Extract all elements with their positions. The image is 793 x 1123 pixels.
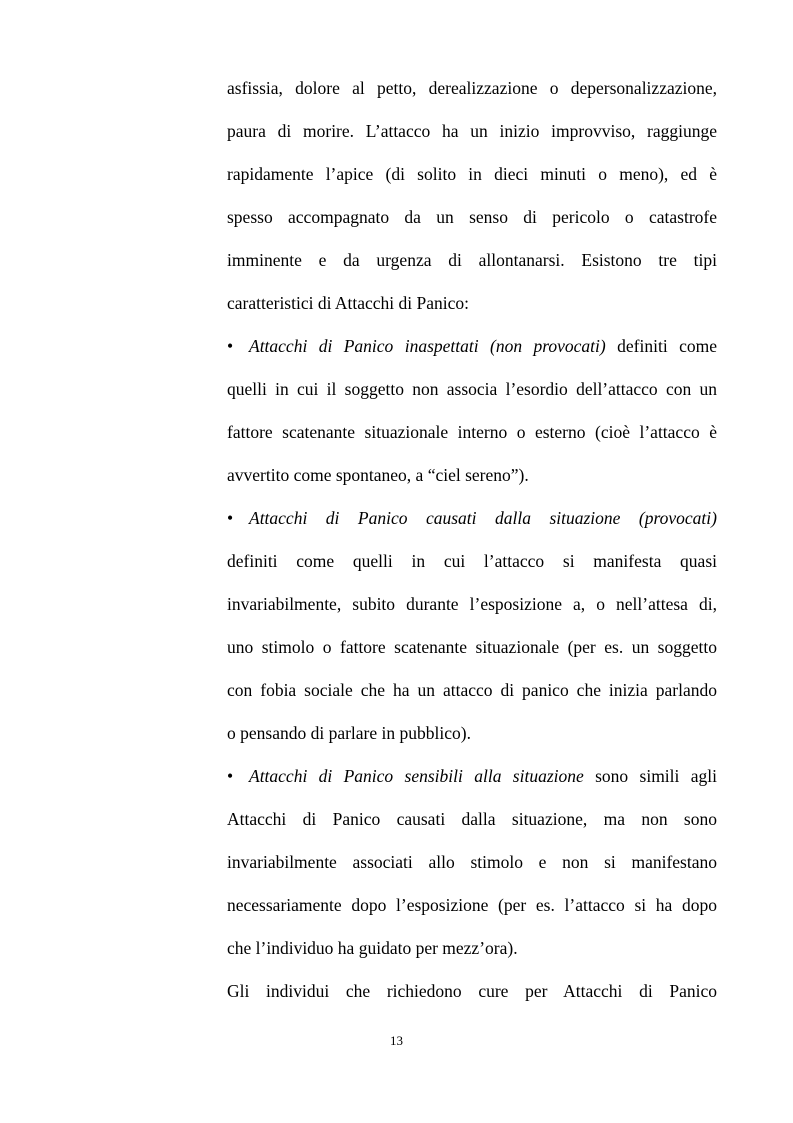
bullet3-line-1	[227, 765, 717, 787]
bullet3-line-5: che l’individuo ha guidato per mezz’ora).	[227, 938, 518, 958]
bullet1-line-1	[227, 335, 717, 357]
bullet1-line-3: fattore scatenante situazionale interno o esterno (cioè l’attacco è	[227, 422, 717, 442]
para1-line-2: paura di morire. L’attacco ha un inizio improvviso, raggiunge	[227, 121, 717, 141]
bullet3-italic-term: Attacchi di Panico sensibili alla situazione	[249, 766, 584, 786]
bullet2-line-4: uno stimolo o fattore scatenante situazionale (per es. un soggetto	[227, 637, 717, 657]
page-number: 13	[390, 1033, 403, 1048]
bullet1-line-1-rest: definiti come	[605, 336, 717, 356]
bullet2-line-5: con fobia sociale che ha un attacco di panico che inizia parlando	[227, 680, 717, 700]
bullet2-italic-term: Attacchi di Panico causati dalla situazione (provocati)	[249, 508, 717, 528]
para1-line-5: imminente e da urgenza di allontanarsi. Esistono tre tipi	[227, 250, 717, 270]
bullet2-line-6: o pensando di parlare in pubblico).	[227, 723, 471, 743]
bullet2-line-1	[227, 507, 717, 529]
bullet3-line-4: necessariamente dopo l’esposizione (per es. l’attacco si ha dopo	[227, 895, 717, 915]
bullet2-line-3: invariabilmente, subito durante l’esposizione a, o nell’attesa di,	[227, 594, 717, 614]
para2-line-1: Gli individui che richiedono cure per Attacchi di Panico	[227, 981, 717, 1001]
para1-line-4: spesso accompagnato da un senso di pericolo o catastrofe	[227, 207, 717, 227]
bullet3-line-1-rest: sono simili agli	[583, 766, 717, 786]
bullet3-line-2: Attacchi di Panico causati dalla situazione, ma non sono	[227, 809, 717, 829]
bullet-icon: •	[227, 508, 234, 528]
bullet1-line-2: quelli in cui il soggetto non associa l’esordio dell’attacco con un	[227, 379, 717, 399]
bullet2-line-2: definiti come quelli in cui l’attacco si manifesta quasi	[227, 551, 717, 571]
bullet-icon: •	[227, 766, 234, 786]
para1-line-6: caratteristici di Attacchi di Panico:	[227, 293, 470, 313]
bullet1-line-4: avvertito come spontaneo, a “ciel sereno”).	[227, 465, 529, 485]
para1-line-3: rapidamente l’apice (di solito in dieci minuti o meno), ed è	[227, 164, 717, 184]
para1-line-1: asfissia, dolore al petto, derealizzazione o depersonalizzazione,	[227, 78, 717, 98]
bullet3-line-3: invariabilmente associati allo stimolo e non si manifestano	[227, 852, 717, 872]
bullet1-italic-term: Attacchi di Panico inaspettati (non provocati)	[249, 336, 606, 356]
bullet-icon: •	[227, 336, 234, 356]
